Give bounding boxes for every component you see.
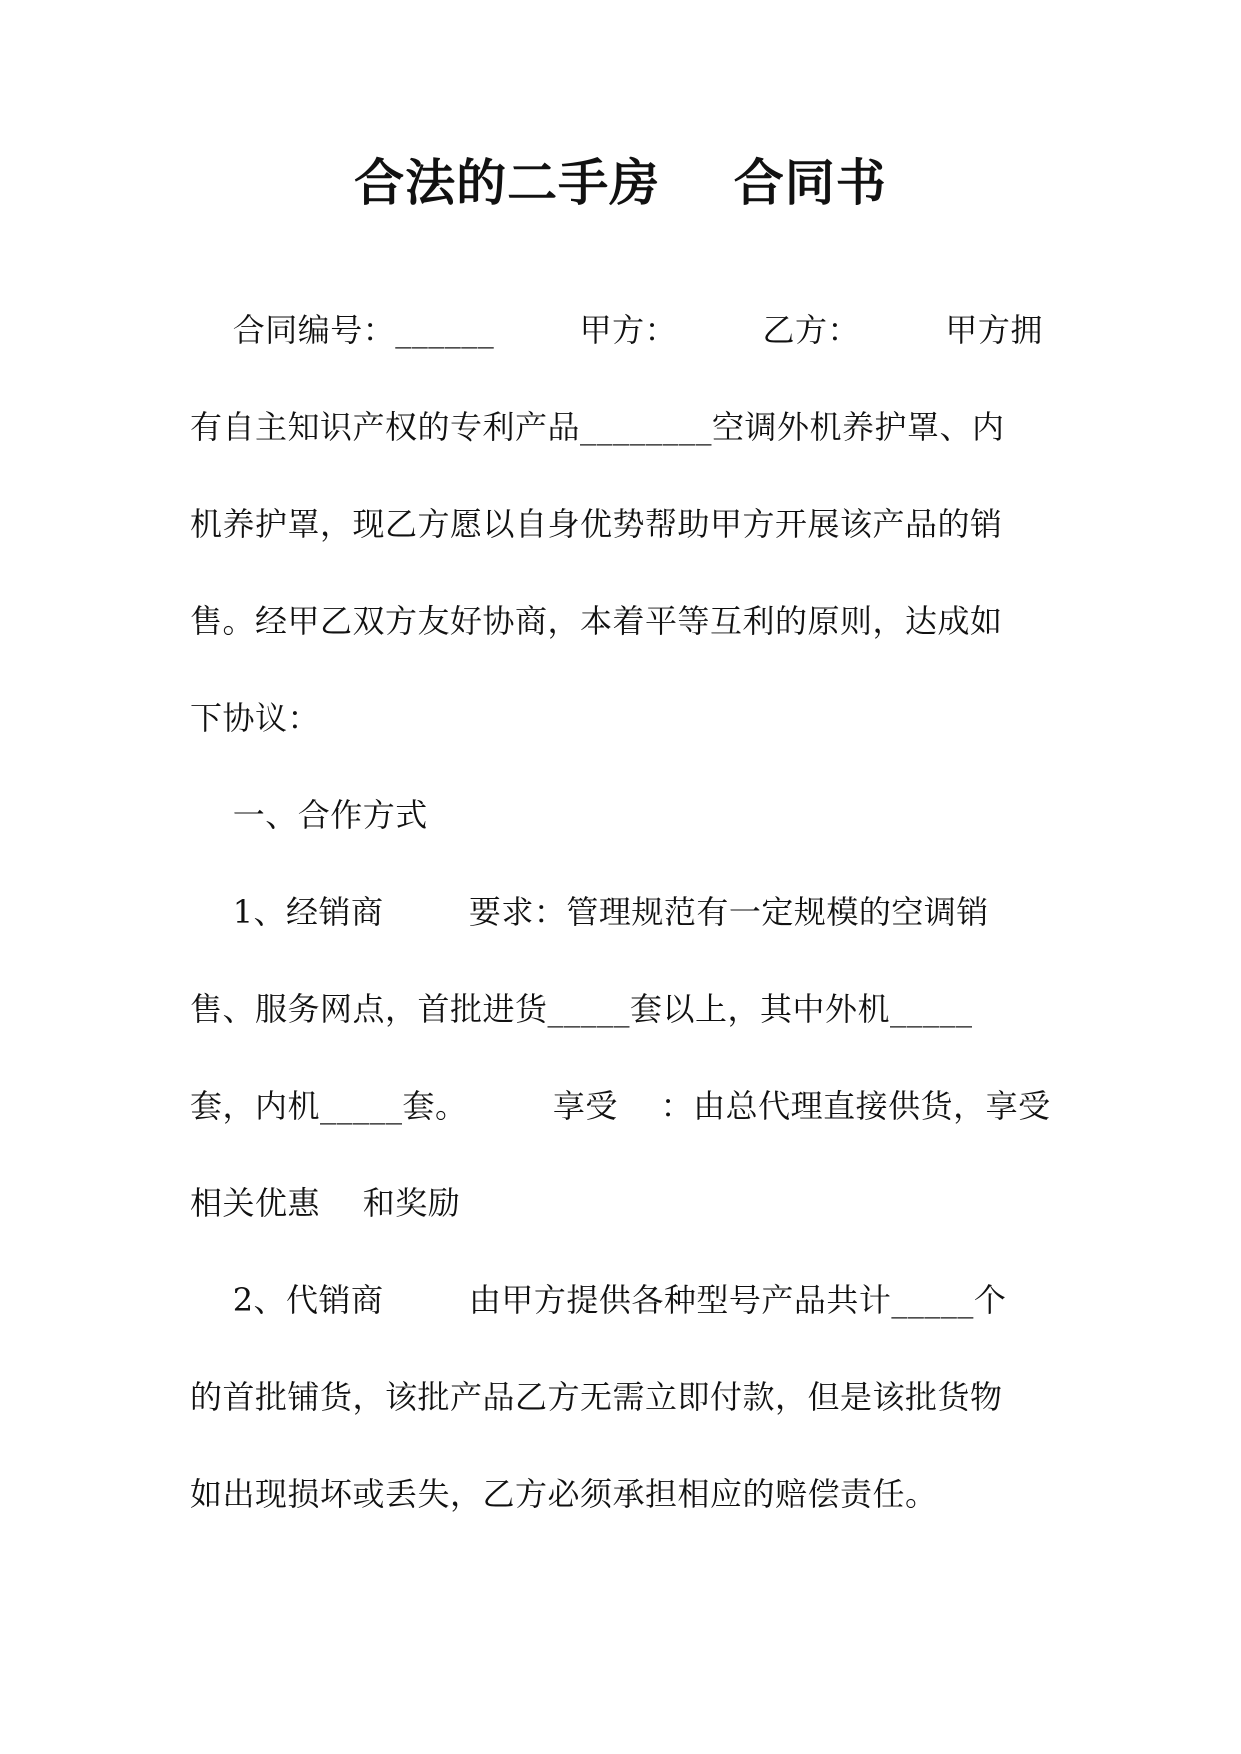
section-heading: 一、合作方式: [190, 796, 428, 834]
paragraph-line: 下协议：: [190, 699, 321, 737]
paragraph-line: 如出现损坏或丢失，乙方必须承担相应的赔偿责任。: [190, 1475, 938, 1513]
paragraph-line: 机养护罩，现乙方愿以自身优势帮助甲方开展该产品的销: [190, 505, 1003, 543]
paragraph-line: 售。经甲乙双方友好协商，本着平等互利的原则，达成如: [190, 602, 1003, 640]
paragraph-line: 有自主知识产权的专利产品________空调外机养护罩、内: [190, 408, 1005, 446]
paragraph-line: 2、代销商 由甲方提供各种型号产品共计_____个: [190, 1281, 1007, 1319]
paragraph-line: 的首批铺货，该批产品乙方无需立即付款，但是该批货物: [190, 1378, 1003, 1416]
paragraph-line: 合同编号：______ 甲方： 乙方： 甲方拥: [190, 311, 1043, 349]
document-title: 合法的二手房 合同书: [354, 153, 887, 212]
paragraph-line: 售、服务网点，首批进货_____套以上，其中外机_____: [190, 990, 973, 1028]
paragraph-line: 1、经销商 要求：管理规范有一定规模的空调销: [190, 893, 989, 931]
paragraph-line: 相关优惠 和奖励: [190, 1184, 461, 1222]
paragraph-line: 套，内机_____套。 享受 ：由总代理直接供货，享受: [190, 1087, 1051, 1125]
